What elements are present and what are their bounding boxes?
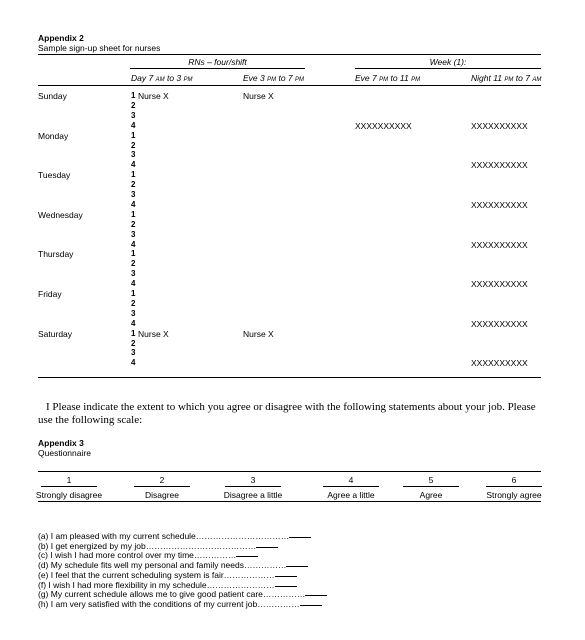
slot-number: 3	[131, 150, 136, 160]
statement-item	[38, 560, 308, 570]
scale-tick-rule	[134, 486, 190, 487]
slot-number: 1	[131, 289, 136, 298]
day-shift-cell: Nurse X	[138, 91, 169, 101]
night-shift-cell: XXXXXXXXXX	[471, 318, 528, 329]
scale-number: 3	[250, 475, 256, 485]
answer-blank[interactable]	[256, 547, 278, 548]
day-name: Wednesday	[38, 209, 83, 220]
scale-number: 1	[66, 475, 72, 485]
statement-item	[38, 589, 327, 599]
day-name: Friday	[38, 289, 62, 299]
slot-number: 4	[131, 199, 136, 209]
rns-rule	[130, 68, 305, 69]
answer-blank[interactable]	[300, 605, 322, 606]
slot-number: 3	[131, 269, 136, 279]
day-name: Sunday	[38, 91, 67, 101]
appendix3-title: Appendix 3	[38, 438, 84, 448]
scale-number: 4	[348, 475, 354, 485]
statement-item	[38, 541, 278, 551]
statement-text: (b) I get energized by my job…………………………………	[38, 540, 257, 551]
appendix2-title: Appendix 2	[38, 33, 84, 43]
scale-label: Disagree a little	[223, 490, 283, 500]
slot-number: 3	[131, 110, 136, 120]
scale-label: Strongly agree	[486, 490, 542, 500]
appendix2-subtitle: Sample sign-up sheet for nurses	[38, 43, 161, 53]
slot-number: 1	[131, 328, 136, 338]
slot-number: 3	[131, 229, 136, 239]
statement-text: (h) I am very satisfied with the conditions of my current job……………	[38, 598, 300, 609]
day-name: Monday	[38, 130, 69, 141]
schedule-bottom-rule	[38, 377, 541, 378]
eve-shift-header: Eve 3 PM to 7 PM	[243, 73, 305, 83]
scale-label: Disagree	[144, 490, 180, 500]
scale-top-rule	[38, 471, 541, 472]
statement-text: (a) I am pleased with my current schedule……………………………	[38, 531, 290, 541]
eve-shift-cell: Nurse X	[243, 91, 274, 101]
slot-number: 4	[131, 358, 136, 368]
eve-shift-cell: Nurse X	[243, 328, 274, 339]
slot-number: 2	[131, 180, 136, 190]
statement-item	[38, 531, 311, 541]
statement-text: (c) I wish I had more control over my time……………	[38, 550, 237, 561]
scale-tick-rule	[225, 486, 281, 487]
day-name: Saturday	[38, 328, 73, 339]
rns-header: RNs – four/shift	[188, 57, 247, 67]
scale-number: 6	[511, 475, 517, 485]
scale-bottom-rule	[38, 501, 541, 502]
answer-blank[interactable]	[305, 595, 327, 596]
scale-number: 5	[428, 475, 434, 485]
slot-number: 4	[131, 318, 136, 328]
slot-number: 1	[131, 170, 136, 180]
night-shift-cell: XXXXXXXXXX	[471, 279, 528, 290]
night-shift-cell: XXXXXXXXXX	[471, 120, 528, 131]
statement-item	[38, 550, 258, 560]
statement-text: (d) My schedule fits well my personal and family needs……………	[38, 560, 287, 571]
scale-tick-rule	[323, 486, 379, 487]
slot-number: 1	[131, 91, 136, 100]
slot-number: 4	[131, 239, 136, 249]
night-shift-cell: XXXXXXXXXX	[471, 199, 528, 210]
statement-item	[38, 580, 297, 590]
slot-number: 1	[131, 130, 136, 140]
slot-number: 2	[131, 219, 136, 229]
instruction-text: I Please indicate the extent to which you agree or disagree with the following statements about your job. Please use the following scale:	[38, 401, 536, 426]
scale-label: Strongly disagree	[35, 490, 103, 500]
day-shift-cell: Nurse X	[138, 328, 169, 339]
week-header: Week (1):	[429, 57, 467, 67]
day-name: Tuesday	[38, 170, 71, 181]
slot-number: 3	[131, 308, 136, 318]
night-shift-cell: XXXXXXXXXX	[471, 160, 528, 171]
statement-text: (e) I feel that the current scheduling system is fair………………	[38, 569, 275, 580]
night-shift-cell: XXXXXXXXXX	[471, 239, 528, 250]
night-shift-header: Night 11 PM to 7 AM	[471, 73, 542, 83]
answer-blank[interactable]	[289, 537, 311, 538]
scale-label: Agree	[419, 490, 443, 500]
answer-blank[interactable]	[275, 576, 297, 577]
scale-tick-rule	[486, 486, 542, 487]
slot-number: 3	[131, 348, 136, 358]
day-name: Thursday	[38, 249, 74, 260]
top-rule	[38, 54, 541, 55]
slot-number: 2	[131, 298, 136, 308]
week-rule	[355, 68, 541, 69]
slot-number: 1	[131, 209, 136, 219]
eve2-shift-header: Eve 7 PM to 11 PM	[355, 73, 421, 83]
scale-label: Agree a little	[327, 490, 375, 500]
slot-number: 2	[131, 338, 136, 348]
answer-blank[interactable]	[286, 566, 308, 567]
slot-number: 3	[131, 190, 136, 199]
slot-number: 4	[131, 279, 136, 289]
slot-number: 4	[131, 120, 136, 130]
answer-blank[interactable]	[236, 556, 258, 557]
slot-number: 2	[131, 259, 136, 269]
statement-item	[38, 570, 297, 580]
slot-number: 4	[131, 160, 136, 170]
scale-tick-rule	[403, 486, 459, 487]
statement-text: (g) My current schedule allows me to give good patient care……………	[38, 589, 306, 600]
scale-number: 2	[159, 475, 165, 485]
slot-number: 2	[131, 140, 136, 150]
day-shift-header: Day 7 AM to 3 PM	[131, 73, 193, 83]
night-shift-cell: XXXXXXXXXX	[471, 358, 528, 369]
eve2-shift-cell: XXXXXXXXXX	[355, 120, 412, 131]
statement-text: (f) I wish I had more flexibility in my schedule……………………	[38, 579, 275, 590]
slot-number: 1	[131, 249, 136, 259]
header-rule	[38, 85, 541, 86]
statement-item	[38, 599, 322, 609]
answer-blank[interactable]	[275, 586, 297, 587]
slot-number: 2	[131, 100, 136, 110]
appendix3-subtitle: Questionnaire	[38, 448, 91, 458]
scale-tick-rule	[41, 486, 97, 487]
